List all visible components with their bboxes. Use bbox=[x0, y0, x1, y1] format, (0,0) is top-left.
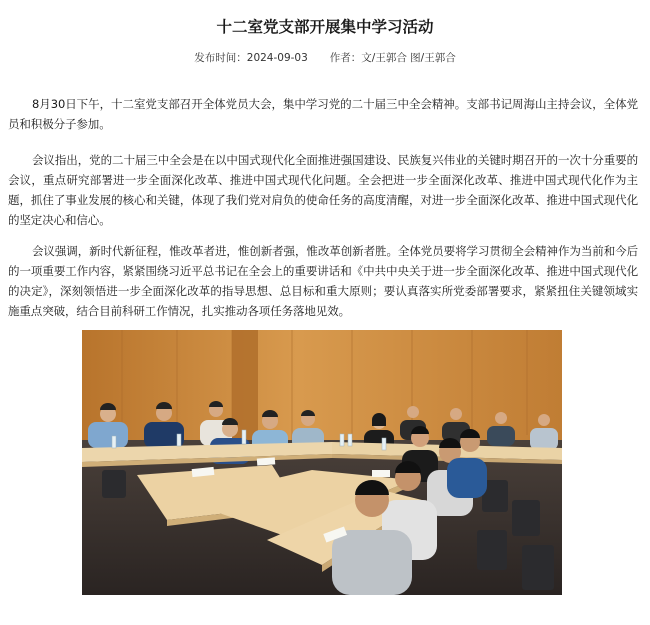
publish-time-value: 2024-09-03 bbox=[246, 52, 308, 64]
article-paragraph-1: 8月30日下午，十二室党支部召开全体党员大会，集中学习党的二十届三中全会精神。支部书记周海山主持会议，全体党员和积极分子参加。 bbox=[8, 97, 638, 131]
author-label: 作者： bbox=[329, 52, 362, 64]
article-paragraph-2: 会议指出，党的二十届三中全会是在以中国式现代化全面推进强国建设、民族复兴伟业的关键时期召开的一次十分重要的会议，重点研究部署进一步全面深化改革、推进中国式现代化问题。全会把进一步全面深化改革、推进中国式现代化作为主题，抓住了事业发展的核心和关键，体现了我们党对肩负的使命任务的高度清醒，对进一步全面深化改革、推进中国式现代化的坚定决心和信心。 bbox=[8, 153, 638, 227]
article-paragraph-3: 会议强调，新时代新征程，惟改革者进，惟创新者强，惟改革创新者胜。全体党员要将学习贯彻全会精神作为当前和今后的一项重要工作内容，紧紧围绕习近平总书记在全会上的重要讲话和《中共中央关于进一步全面深化改革、推进中国式现代化的决定》，深刻领悟进一步全面深化改革的指导思想、总目标和重大原则；要认真落实所党委部署要求，紧紧扭住关键领域实施重点突破，结合目前科研工作情况，扎实推动各项任务落地见效。 bbox=[8, 244, 638, 318]
author-value: 文/王郭合 图/王郭合 bbox=[361, 52, 456, 64]
publish-time-label: 发布时间： bbox=[194, 52, 247, 64]
article-title: 十二室党支部开展集中学习活动 bbox=[216, 18, 434, 36]
meeting-photo-illustration bbox=[82, 330, 562, 595]
meeting-photo bbox=[82, 330, 562, 595]
article-meta bbox=[0, 50, 650, 66]
